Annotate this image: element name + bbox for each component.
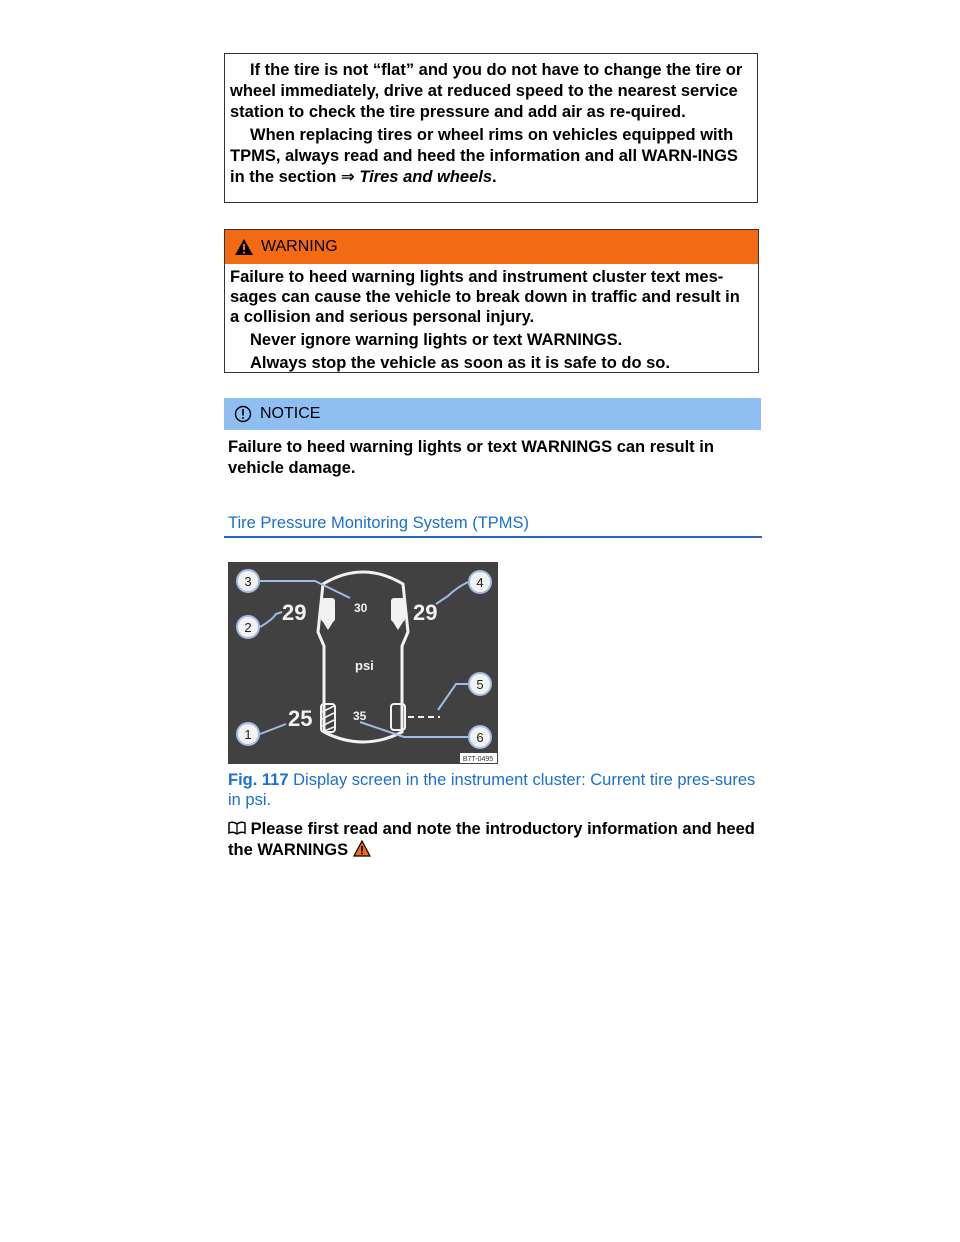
leader-1: [260, 724, 286, 734]
note-paragraph-2-text: When replacing tires or wheel rims on vehicles equipped with TPMS, always read and heed the information and all WARN-INGS in the section ⇒: [230, 126, 738, 186]
leader-2: [260, 612, 282, 627]
callout-2-label: 2: [244, 620, 252, 635]
notice-text: Failure to heed warning lights or text WARNINGS can result in vehicle damage.: [228, 438, 714, 477]
note-paragraph-1: If the tire is not “flat” and you do not have to change the tire or wheel immediately, drive at reduced speed to the nearest service station to check the tire pressure and add air as re-quired.: [230, 61, 743, 121]
figure-code: B7T-0495: [462, 756, 494, 763]
leader-3: [260, 581, 350, 598]
pressure-rear-left-small: 35: [353, 709, 367, 723]
figure-caption-label: Fig. 117: [228, 771, 289, 789]
notice-exclamation-icon: [234, 405, 252, 423]
callout-1-label: 1: [244, 727, 252, 742]
callout-4-label: 4: [476, 575, 484, 590]
leader-6: [360, 722, 468, 737]
front-right-tire: [391, 598, 405, 622]
pressure-front-left: 29: [282, 600, 307, 625]
pressure-rear-left: 25: [288, 706, 313, 731]
leader-5: [438, 684, 468, 710]
intro-text: Please first read and note the introductory information and heed the WARNINGS: [228, 820, 755, 859]
pressure-front-left-small: 30: [354, 601, 368, 615]
callout-5-label: 5: [476, 677, 484, 692]
intro-note: [228, 819, 758, 861]
warning-item-1: Never ignore warning lights or text WARNINGS.: [250, 331, 623, 349]
warning-box: [224, 229, 759, 373]
note-paragraph-2-end: .: [492, 168, 497, 186]
warning-body: [225, 264, 758, 373]
pressure-front-right: 29: [413, 600, 438, 625]
warning-item-2: Always stop the vehicle as soon as it is safe to do so.: [250, 354, 670, 372]
front-left-tire-stem: [323, 622, 333, 630]
tpms-display-diagram: [228, 562, 498, 764]
book-icon: [228, 821, 246, 835]
warning-text: Failure to heed warning lights and instrument cluster text mes-sages can cause the vehicle to break down in traffic and result in a collision and serious personal injury.: [230, 268, 740, 326]
note-box: [224, 53, 758, 203]
section-heading: Tire Pressure Monitoring System (TPMS): [228, 514, 530, 532]
tpms-display-figure: [228, 562, 498, 764]
callout-3-label: 3: [244, 574, 252, 589]
warning-triangle-icon[interactable]: [353, 840, 371, 857]
notice-title: NOTICE: [260, 405, 321, 422]
warning-header: [225, 230, 758, 264]
figure-caption-text: Display screen in the instrument cluster: Current tire pres-sures in psi.: [228, 771, 756, 809]
leader-4: [436, 582, 468, 604]
section-divider: [224, 536, 762, 538]
warning-title: WARNING: [261, 238, 338, 255]
figure-caption: [228, 770, 758, 810]
warning-triangle-icon: [235, 239, 253, 255]
note-paragraph-2: [230, 125, 752, 188]
notice-header: [224, 398, 761, 430]
front-right-tire-stem: [393, 622, 403, 630]
tires-and-wheels-link[interactable]: Tires and wheels: [359, 168, 493, 186]
front-left-tire: [321, 598, 335, 622]
callout-6-label: 6: [476, 730, 484, 745]
pressure-unit: psi: [355, 658, 374, 673]
